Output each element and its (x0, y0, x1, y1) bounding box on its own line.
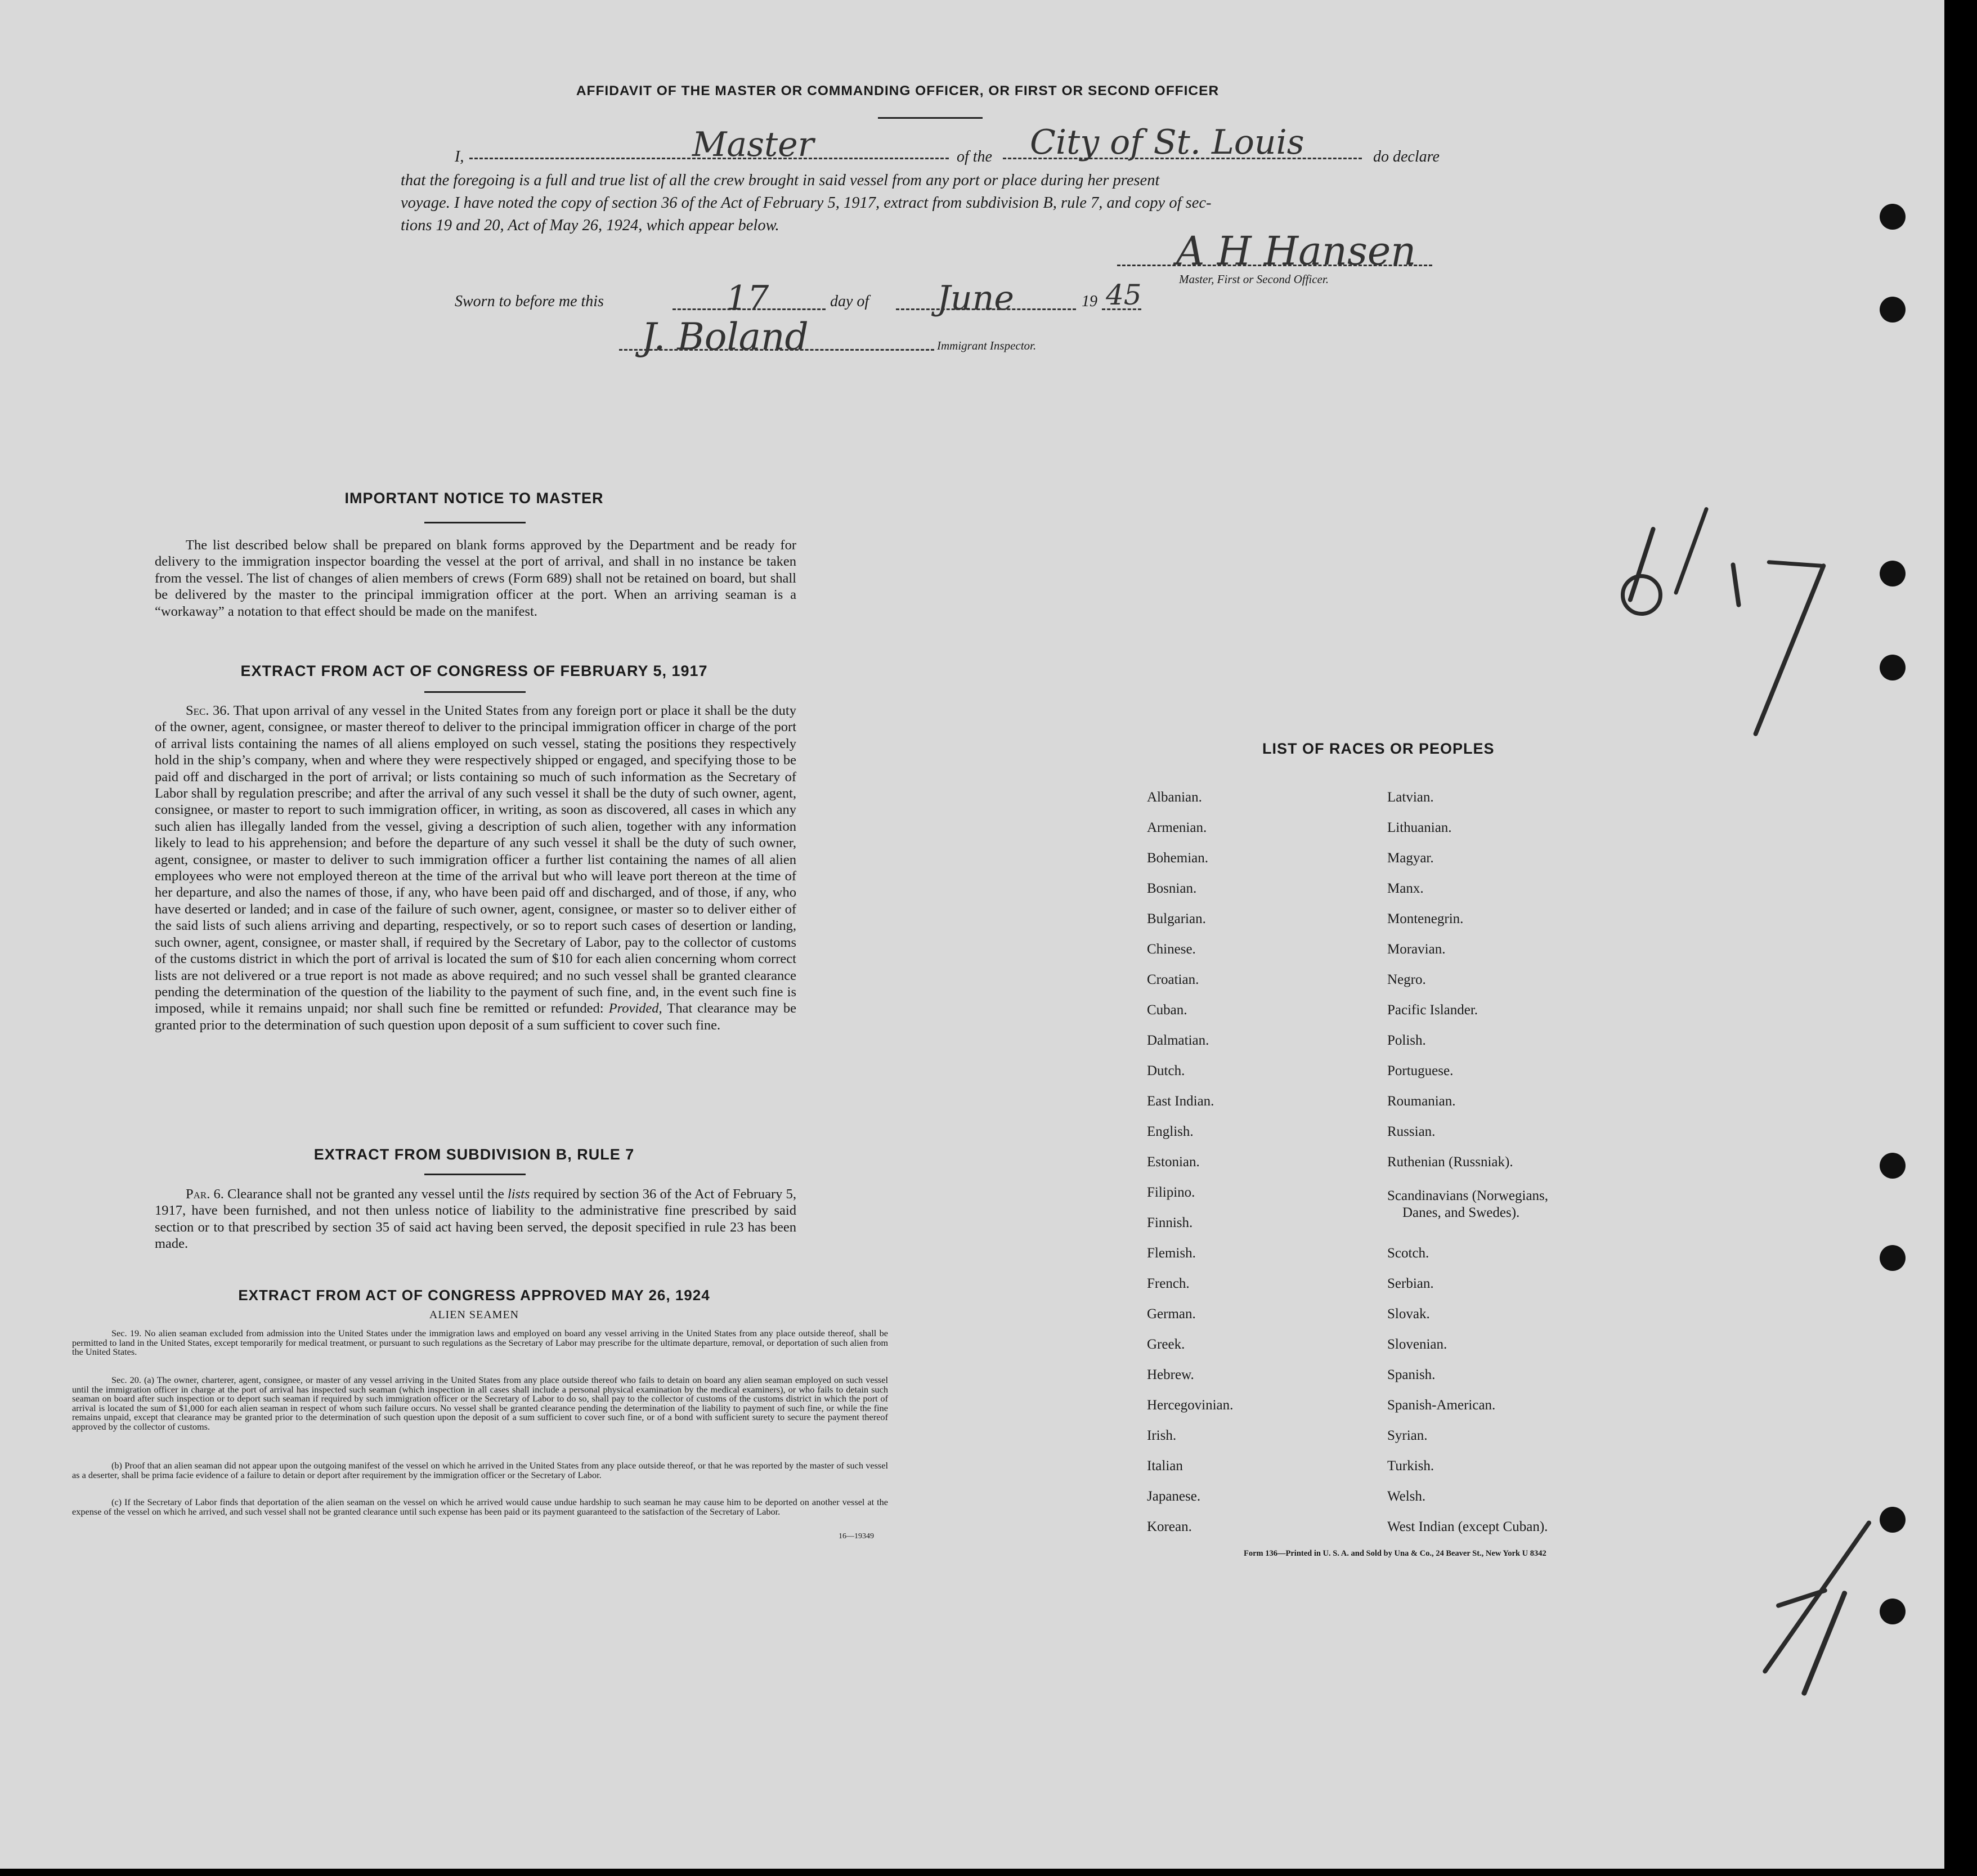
race-item: Syrian. (1387, 1428, 1428, 1443)
race-item: Chinese. (1147, 942, 1196, 957)
handwritten-year: 45 (1106, 279, 1142, 311)
race-item: Dalmatian. (1147, 1033, 1209, 1048)
section-36-label: Sec. 36. (186, 703, 230, 718)
race-item: East Indian. (1147, 1094, 1214, 1109)
notice-divider (424, 522, 526, 523)
section-20b-text: (b) Proof that an alien seaman did not appear upon the outgoing manifest of the vessel on which he arrived in the United States from any place outside thereof, or that he was reported by the master of such vessel as a deserter, shall be prima facie evidence of a failure to detain or deport after requirement by the immigration officer or the Secretary of Labor. (72, 1460, 888, 1480)
race-item: Polish. (1387, 1033, 1426, 1048)
sworn-year-prefix: 19 (1082, 293, 1097, 310)
section-20a-text: Sec. 20. (a) The owner, charterer, agent, consignee, or master of any vessel arriving in the United States from any place outside thereof who fails to detain on board any alien seaman employed on such vessel until the immigration officer in charge at the port of arrival has inspected such seaman (which inspection in all cases shall include a personal physical examination by the medical examiners), or who fails to detain such seaman on board after such inspection or to deport such seaman if required by such immigration officer or the Secretary of Labor to do so, shall pay to the collector of customs of the customs district in which the port of arrival is located the sum of $1,000 for each alien seaman in respect of whom such failure occurs. No vessel shall be granted clearance pending the determination of the liability to payment of such fine, or while the fine remains unpaid, except that clearance may be granted prior to the determination of such question upon the deposit of a sum sufficient to cover such fine, or of a bond with sufficient surety to secure the payment thereof approved by the collector of customs. (72, 1374, 888, 1432)
rule-7-text: Par. 6. Clearance shall not be granted any vessel until the lists required by section 36 of the Act of February 5, 1917, have been furnished, and not then unless notice of liability to the administrative fine prescribed by said section or to that prescribed by section 35 of said act having been served, the deposit specified in rule 23 has been made. (155, 1187, 796, 1252)
section-36-text: Sec. 36. That upon arrival of any vessel in the United States from any foreign port or place it shall be the duty of the owner, agent, consignee, or master thereof to deliver to the principal immigration officer in charge of the port of arrival lists containing the names of all aliens employed on such vessel, stating the positions they respectively hold in the ship’s company, when and where they were respectively shipped or engaged, and specifying those to be paid off and discharged in the port of arrival; or lists containing so much of such information as the Secretary of Labor shall by regulation prescribe; and after the arrival of any such vessel it shall be the duty of such owner, agent, consignee, or master to report to such immigration officer, in writing, as soon as discovered, all cases in which any such alien has illegally landed from the vessel, giving a description of such alien, together with any information likely to lead to his apprehension; and before the departure of any such vessel it shall be the duty of such owner, agent, consignee, or master to deliver to such immigration officer a further list containing the names of all alien employees who were not employed thereon at the time of the arrival but who will leave port thereon at the time of her departure, and also the names of those, if any, who have been paid off and discharged, and of those, if any, who have deserted or landed; and in case of the failure of such owner, agent, consignee, or master so to deliver either of the said lists of such aliens arriving and departing, respectively, or so to report such cases of desertion or landing, such owner, agent, consignee, or master shall, if required by the Secretary of Labor, pay to the collector of customs of the customs district in which the port of arrival is located the sum of $10 for each alien concerning whom correct lists are not delivered or a true report is not made as above required; and no such vessel shall be granted clearance pending the determination of the question of the liability to the payment of such fine, and, in the event such fine is imposed, while it remains unpaid; nor shall such fine be remitted or refunded: Provided, That clearance may be granted prior to the determination of such question upon deposit of a sum sufficient to cover such fine. (155, 703, 796, 1033)
race-item: Cuban. (1147, 1002, 1187, 1018)
race-item: Korean. (1147, 1519, 1192, 1534)
race-item: Pacific Islander. (1387, 1002, 1478, 1018)
races-title: LIST OF RACES OR PEOPLES (1262, 740, 1495, 757)
punch-hole (1880, 1153, 1906, 1179)
print-code: 16—19349 (839, 1532, 874, 1541)
race-item: German. (1147, 1306, 1196, 1322)
affidavit-i: I, (455, 148, 464, 165)
handwritten-rank: Master (692, 125, 814, 164)
pen-stroke (1767, 560, 1823, 568)
race-item: Spanish. (1387, 1367, 1436, 1382)
race-item: West Indian (except Cuban). (1387, 1519, 1548, 1534)
title-divider (878, 117, 983, 119)
inspector-signature: J. Boland (642, 315, 809, 359)
inspector-caption: Immigrant Inspector. (937, 339, 1037, 352)
affidavit-line-2: that the foregoing is a full and true list of all the crew brought in said vessel from any port or place during her present (401, 172, 1160, 189)
affidavit-line-4: tions 19 and 20, Act of May 26, 1924, which appear below. (401, 217, 779, 234)
race-item: Spanish-American. (1387, 1398, 1496, 1413)
punch-hole (1880, 1507, 1906, 1533)
pen-stroke (1621, 574, 1662, 616)
race-item: Magyar. (1387, 850, 1434, 866)
race-item: Dutch. (1147, 1063, 1185, 1078)
notice-body: The list described below shall be prepared on blank forms approved by the Department and be ready for delivery to the immigration inspector boarding the vessel at the port of arrival, and shall in no instance be taken from the vessel. The list of changes of alien members of crews (Form 689) shall not be retained on board, but shall be delivered by the master to the principal immigration officer at the port. When an arriving seaman is a “workaway” a notation to that effect should be made on the manifest. (155, 538, 796, 619)
affidavit-title: AFFIDAVIT OF THE MASTER OR COMMANDING OFFICER, OR FIRST OR SECOND OFFICER (576, 83, 1220, 98)
race-item: Armenian. (1147, 820, 1207, 835)
race-item: Italian (1147, 1458, 1183, 1474)
section-20c-text: (c) If the Secretary of Labor finds that deportation of the alien seaman on the vessel on which he arrived would cause undue hardship to such seaman he may cause him to be deported on another vessel at the expense of the vessel on which he arrived, and such vessel shall not be granted clearance until such expense has been paid or its payment guaranteed to the satisfaction of the Secretary of Labor. (72, 1497, 888, 1517)
sworn-day-of: day of (830, 293, 869, 310)
race-item: Bulgarian. (1147, 911, 1206, 926)
race-item: Ruthenian (Russniak). (1387, 1154, 1513, 1170)
punch-hole (1880, 1599, 1906, 1624)
race-item: French. (1147, 1276, 1190, 1291)
pen-stroke (1762, 1520, 1872, 1674)
par-6-label: Par. 6. (186, 1187, 224, 1202)
affidavit-line-3: voyage. I have noted the copy of section 36 of the Act of February 5, 1917, extract from subdivision B, rule 7, and copy of sec- (401, 194, 1212, 212)
race-item: Flemish. (1147, 1246, 1196, 1261)
race-item: Bohemian. (1147, 850, 1209, 866)
form-footer: Form 136—Printed in U. S. A. and Sold by Una & Co., 24 Beaver St., New York U 8342 (1244, 1549, 1546, 1558)
punch-hole (1880, 655, 1906, 680)
race-item: Slovak. (1387, 1306, 1430, 1322)
race-item: Albanian. (1147, 790, 1202, 805)
race-item: Finnish. (1147, 1215, 1193, 1230)
race-item: Japanese. (1147, 1489, 1201, 1504)
race-item: Danes, and Swedes). (1402, 1205, 1520, 1220)
race-item: Montenegrin. (1387, 911, 1464, 926)
affidavit-of-the: of the (957, 148, 992, 165)
race-item: Irish. (1147, 1428, 1177, 1443)
rule-7-title: EXTRACT FROM SUBDIVISION B, RULE 7 (313, 1146, 635, 1163)
race-item: Roumanian. (1387, 1094, 1456, 1109)
affidavit-do-declare: do declare (1373, 148, 1440, 165)
inspector-line (619, 349, 934, 351)
race-item: Manx. (1387, 881, 1424, 896)
race-item: Hebrew. (1147, 1367, 1194, 1382)
extract-1917-divider (424, 691, 526, 693)
race-item: Slovenian. (1387, 1337, 1447, 1352)
race-item: Filipino. (1147, 1185, 1195, 1200)
race-item: Scandinavians (Norwegians, (1387, 1188, 1549, 1203)
race-item: Estonian. (1147, 1154, 1200, 1170)
punch-hole (1880, 1245, 1906, 1271)
signature-line (1117, 265, 1432, 266)
race-item: Scotch. (1387, 1246, 1429, 1261)
master-signature: A H Hansen (1176, 228, 1416, 274)
notice-title: IMPORTANT NOTICE TO MASTER (344, 490, 604, 507)
race-item: Negro. (1387, 972, 1426, 987)
race-item: Turkish. (1387, 1458, 1434, 1474)
race-item: English. (1147, 1124, 1194, 1139)
race-item: Bosnian. (1147, 881, 1197, 896)
year-line (1102, 308, 1141, 310)
handwritten-day: 17 (726, 279, 769, 318)
race-item: Serbian. (1387, 1276, 1434, 1291)
race-item: Croatian. (1147, 972, 1199, 987)
extract-1917-title: EXTRACT FROM ACT OF CONGRESS OF FEBRUARY 5, 1917 (240, 662, 708, 679)
handwritten-vessel: City of St. Louis (1030, 123, 1304, 162)
pen-stroke (1731, 562, 1741, 607)
section-19-text: Sec. 19. No alien seaman excluded from admission into the United States under the immigration laws and employed on board any vessel arriving in the United States from any place outside thereof, shall be permitted to land in the United States, except temporarily for medical treatment, or pursuant to such regulations as the Secretary of Labor may prescribe for the ultimate departure, removal, or deportation of such alien from the United States. (72, 1328, 888, 1357)
punch-hole (1880, 204, 1906, 230)
race-item: Greek. (1147, 1337, 1185, 1352)
alien-seamen-subtitle: ALIEN SEAMEN (429, 1309, 519, 1321)
signature-caption: Master, First or Second Officer. (1179, 272, 1329, 286)
sworn-prefix: Sworn to before me this (455, 293, 604, 310)
race-item: Russian. (1387, 1124, 1436, 1139)
rule-7-divider (424, 1174, 526, 1175)
race-item: Welsh. (1387, 1489, 1426, 1504)
pen-stroke (1674, 507, 1709, 595)
handwritten-month: June (937, 279, 1014, 318)
race-item: Hercegovinian. (1147, 1398, 1234, 1413)
pen-stroke (1752, 563, 1826, 737)
race-item: Latvian. (1387, 790, 1434, 805)
extract-1924-title: EXTRACT FROM ACT OF CONGRESS APPROVED MAY 26, 1924 (238, 1287, 710, 1304)
punch-hole (1880, 297, 1906, 323)
race-item: Moravian. (1387, 942, 1446, 957)
punch-hole (1880, 561, 1906, 586)
race-item: Lithuanian. (1387, 820, 1452, 835)
race-item: Portuguese. (1387, 1063, 1454, 1078)
